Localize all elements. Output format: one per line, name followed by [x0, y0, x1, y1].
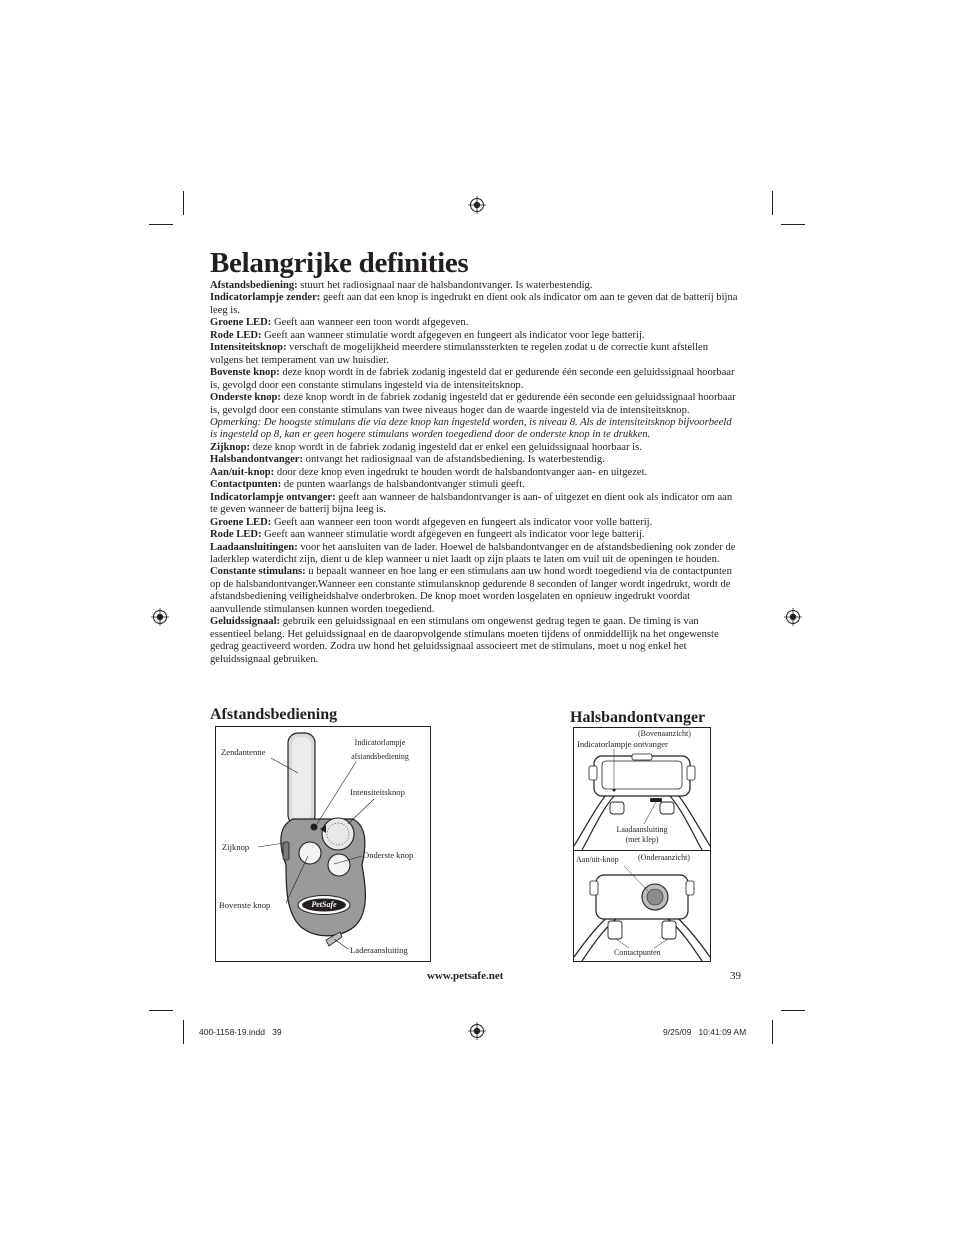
definition-item — [210, 454, 740, 466]
remote-heading: Afstandsbediening — [210, 706, 338, 723]
file-info: 400-1158-19.indd 39 — [199, 1027, 282, 1037]
logo-text: PetSafe — [311, 900, 337, 909]
definition-note: Opmerking: De hoogste stimulans die via deze knop kan ingesteld worden, is niveau 8. Als de intensiteitsknop bijvoorbeeld is ingesteld op 8, kan er geen hogere stimulans worden toegediend door de onderste knop in te drukken. — [210, 416, 732, 441]
registration-mark-icon — [468, 196, 486, 214]
definition-text: Geeft aan wanneer stimulatie wordt afgegeven en fungeert als indicator voor lege batterij. — [261, 329, 645, 341]
definition-item — [210, 367, 740, 392]
label-power-button: Aan/uit-knop — [576, 855, 619, 864]
definition-item — [210, 280, 740, 292]
definition-item — [210, 529, 740, 541]
definition-term: Laadaansluitingen: — [210, 541, 298, 553]
label-top-view: (Bovenaanzicht) — [638, 729, 691, 738]
definition-text: verschaft de mogelijkheid meerdere stimulanssterkten te regelen zodat u de correctie kunt afstellen volgens het temperament van uw huisdier. — [210, 342, 709, 366]
definition-term: Onderste knop: — [210, 392, 281, 404]
crop-mark — [149, 224, 173, 225]
definition-term: Afstandsbediening: — [210, 280, 298, 291]
definition-item — [210, 392, 740, 442]
crop-mark — [183, 1020, 184, 1044]
definition-text: geeft aan dat een knop is ingedrukt en dient ook als indicator om aan te geven dat de batterij bijna leeg is. — [210, 292, 738, 316]
definition-text: u bepaalt wanneer en hoe lang er een stimulans aan uw hond wordt toegediend via de contactpunten op de halsbandontvanger.Wanneer een constante stimulansknop gedurende 8 seconden of langer wordt ingedrukt, wordt de afstandsbediening veiligheidshalve onderbroken. De knop moet worden losgelaten en opnieuw ingedrukt voordat aanvullende stimulansen kunnen worden toegediend. — [210, 566, 732, 615]
definition-text: stuurt het radiosignaal naar de halsbandontvanger. Is waterbestendig. — [297, 280, 593, 291]
definition-text: geeft aan wanneer de halsbandontvanger is aan- of uitgezet en dient ook als indicator om aan te geven wanneer de batterij bijna leeg is. — [210, 491, 733, 516]
page-number: 39 — [730, 970, 741, 982]
definition-item — [210, 542, 740, 567]
crop-mark — [183, 191, 184, 215]
collar-bottom-figure — [573, 850, 711, 962]
crop-mark — [772, 191, 773, 215]
definition-text: Geeft aan wanneer een toon wordt afgegeven. — [271, 317, 469, 329]
definition-text: Geeft aan wanneer stimulatie wordt afgegeven en fungeert als indicator voor lege batterij. — [261, 529, 645, 541]
definition-item — [210, 317, 740, 329]
registration-mark-icon — [468, 1022, 486, 1040]
label-bottom-view: (Onderaanzicht) — [638, 853, 690, 862]
definition-item — [210, 467, 740, 479]
registration-mark-icon — [151, 608, 169, 626]
label-bottom-button: Onderste knop — [363, 850, 414, 860]
definition-item — [210, 517, 740, 529]
definition-term: Halsbandontvanger: — [210, 454, 304, 466]
collar-heading: Halsbandontvanger — [570, 709, 706, 726]
label-antenna: Zendantenne — [221, 747, 266, 757]
crop-mark — [781, 224, 805, 225]
definition-item — [210, 479, 740, 491]
definition-item — [210, 616, 740, 666]
label-charge-connector: Laadaansluiting (met klep) — [616, 825, 668, 844]
definition-term: Bovenste knop: — [210, 367, 280, 379]
page-title: Belangrijke definities — [210, 247, 469, 279]
definition-text: voor het aansluiten van de lader. Hoewel de halsbandontvanger en de afstandsbediening ook zonder de laderklep waterdicht zijn, dient u de klep wanneer u niet laadt op zijn plaats te laten om vuil uit de openingen te houden. — [210, 541, 736, 565]
definition-text: de punten waarlangs de halsbandontvanger stimuli geeft. — [281, 479, 525, 491]
definition-item — [210, 330, 740, 342]
definition-text: deze knop wordt in de fabriek zodanig ingesteld dat er gedurende één seconde een geluidssignaal hoorbaar is, gevolgd door een constante stimulans van twee niveaus hoger dan de waarde ingesteld via de intensiteitsknop. — [210, 392, 736, 416]
definition-term: Rode LED: — [210, 529, 262, 541]
definition-item — [210, 292, 740, 317]
remote-figure — [215, 726, 431, 962]
definition-term: Aan/uit-knop: — [210, 466, 275, 478]
collar-bottom-illustration — [574, 851, 710, 961]
definition-item — [210, 442, 740, 454]
footer-url: www.petsafe.net — [427, 970, 504, 982]
label-side-button: Zijknop — [222, 842, 250, 852]
definition-text: deze knop wordt in de fabriek zodanig ingesteld dat er enkel een geluidssignaal hoorbaar is. — [250, 441, 642, 453]
label-indicator: Indicatorlampje afstandsbediening — [351, 738, 409, 761]
definition-term: Intensiteitsknop: — [210, 342, 287, 354]
definition-term: Indicatorlampje zender: — [210, 292, 321, 304]
crop-mark — [781, 1010, 805, 1011]
definition-text: gebruik een geluidssignaal en een stimulans om ongewenst gedrag tegen te gaan. De timing is van essentieel belang. Het geluidssignaal en de daaropvolgende stimulans moeten tijdens of onmiddellijk na het ongewenste gedrag geactiveerd worden. Zodra uw hond het geluidssignaal associeert met de stimulans, moet u nog enkel het geluidssignaal gebruiken. — [210, 616, 719, 665]
collar-top-figure — [573, 727, 711, 852]
definition-text: door deze knop even ingedrukt te houden wordt de halsbandontvanger aan- en uitgezet. — [274, 466, 648, 478]
definition-text: deze knop wordt in de fabriek zodanig ingesteld dat er gedurende één seconde een geluidssignaal hoorbaar is, gevolgd door een constante stimulans ingesteld via de intensiteitsknop. — [210, 367, 735, 391]
definition-term: Groene LED: — [210, 317, 272, 329]
definition-item — [210, 342, 740, 367]
definition-text: Geeft aan wanneer een toon wordt afgegeven en fungeert als indicator voor volle batterij. — [271, 516, 653, 528]
definition-item — [210, 566, 740, 616]
label-intensity: Intensiteitsknop — [350, 787, 405, 797]
definition-term: Constante stimulans: — [210, 566, 306, 578]
definitions-list — [210, 280, 740, 666]
registration-mark-icon — [784, 608, 802, 626]
label-charge-port: Laderaansluiting — [350, 945, 408, 955]
label-top-button: Bovenste knop — [219, 900, 271, 910]
crop-mark — [772, 1020, 773, 1044]
definition-term: Groene LED: — [210, 516, 272, 528]
definition-term: Indicatorlampje ontvanger: — [210, 491, 336, 503]
definition-text: ontvangt het radiosignaal van de afstandsbediening. Is waterbestendig. — [303, 454, 605, 466]
label-receiver-indicator: Indicatorlampje ontvanger — [577, 739, 668, 749]
definition-term: Rode LED: — [210, 329, 262, 341]
definition-term: Zijknop: — [210, 441, 251, 453]
definition-item — [210, 492, 740, 517]
definition-term: Contactpunten: — [210, 479, 282, 491]
crop-mark — [149, 1010, 173, 1011]
definition-term: Geluidssignaal: — [210, 616, 281, 628]
timestamp: 9/25/09 10:41:09 AM — [663, 1027, 747, 1037]
label-contacts: Contactpunten — [614, 948, 661, 957]
